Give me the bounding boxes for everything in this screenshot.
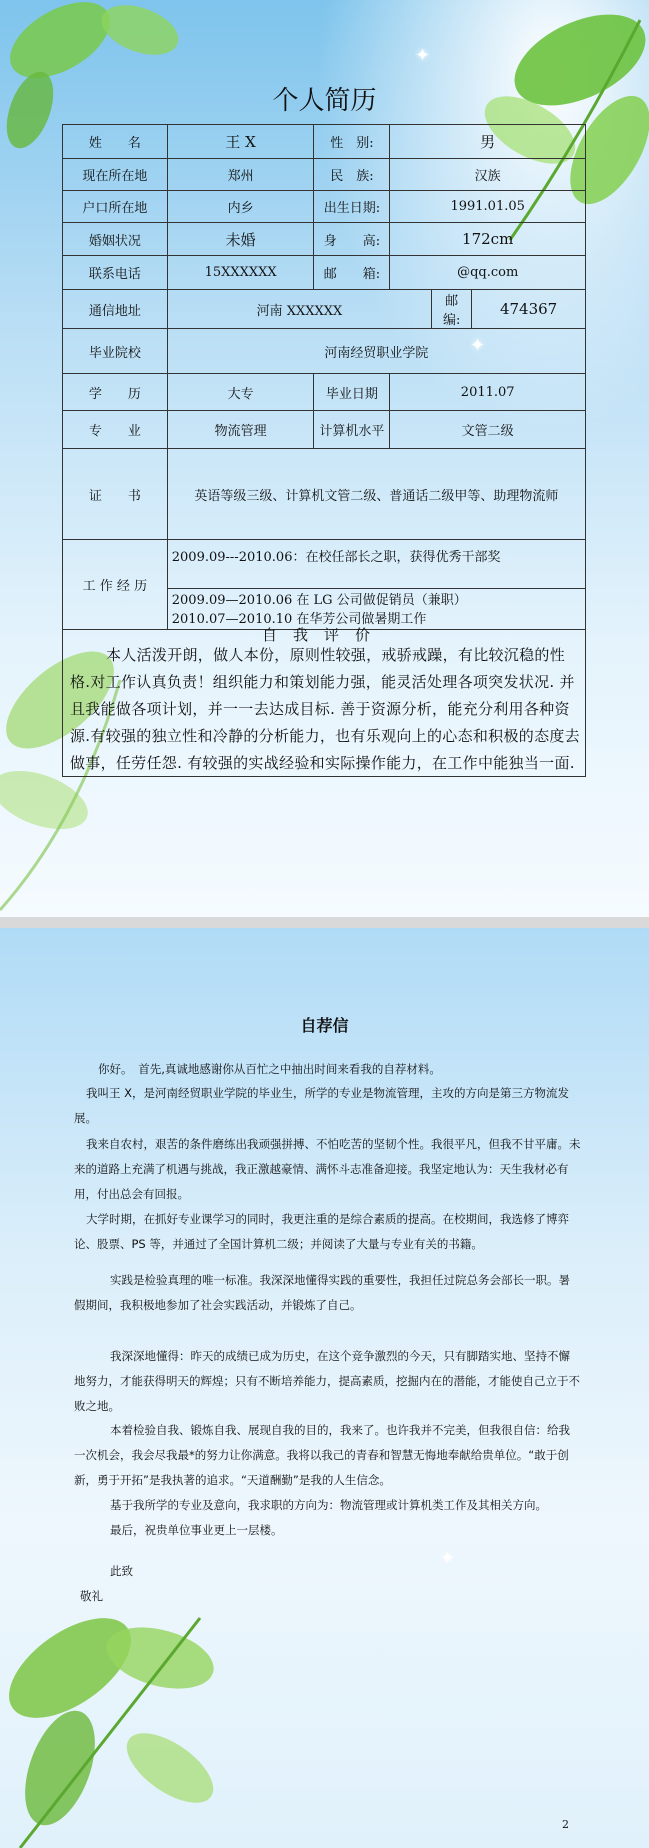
major-value: 物流管理 — [167, 411, 314, 449]
letter-closing: 敬礼 — [80, 1589, 103, 1603]
birth-label: 出生日期: — [314, 191, 390, 223]
gender-value: 男 — [390, 125, 586, 159]
height-label: 身 高: — [314, 223, 390, 256]
page-number: 2 — [562, 1818, 569, 1831]
work-entry-line: 2010.07—2010.10 在华芳公司做暑期工作 — [171, 612, 427, 627]
name-label: 姓 名 — [63, 125, 168, 159]
education-label: 学 历 — [63, 374, 168, 411]
school-label: 毕业院校 — [63, 329, 168, 374]
hukou-value: 内乡 — [167, 191, 314, 223]
resume-table — [62, 124, 586, 630]
phone-label: 联系电话 — [63, 256, 168, 290]
letter-paragraph: 我来自农村，艰苦的条件磨练出我顽强拼搏、不怕吃苦的坚韧个性。我很平凡，但我不甘平庸。未来的道路上充满了机遇与挑战，我正激越豪情、满怀斗志准备迎接。我坚定地认为：天生我材必有用，付出总会有回报。 — [74, 1137, 581, 1201]
hukou-label: 户口所在地 — [63, 191, 168, 223]
letter-paragraph: 基于我所学的专业及意向，我求职的方向为：物流管理或计算机类工作及其相关方向。 — [110, 1498, 547, 1512]
address-label: 通信地址 — [63, 290, 168, 329]
ethnicity-value: 汉族 — [390, 159, 586, 191]
major-label: 专 业 — [63, 411, 168, 449]
height-value: 172cm — [390, 223, 586, 256]
postcode-value: 474367 — [472, 290, 586, 329]
ethnicity-label: 民 族: — [314, 159, 390, 191]
phone-value: 15XXXXXX — [167, 256, 314, 290]
education-value: 大专 — [167, 374, 314, 411]
grad-date-label: 毕业日期 — [314, 374, 390, 411]
letter-title: 自荐信 — [300, 1016, 349, 1035]
email-value: @qq.com — [390, 256, 586, 290]
email-label: 邮 箱: — [314, 256, 390, 290]
school-value: 河南经贸职业学院 — [167, 329, 585, 374]
current-location-value: 郑州 — [167, 159, 314, 191]
gender-label: 性 别: — [314, 125, 390, 159]
marital-label: 婚姻状况 — [63, 223, 168, 256]
self-evaluation-text: 本人活泼开朗，做人本份，原则性较强，戒骄戒躁，有比较沉稳的性格.对工作认真负责！组织能力和策划能力强，能灵活处理各项突发状况. 并且我能做各项计划，并一一去达成目标. 善于资源分析，能充分利用各种资源.有较强的独立性和冷静的分析能力，也有乐观向上的心态和积极的态度去做事，任劳任怨. 有较强的实战经验和实际操作能力，在工作中能独当一面. — [70, 646, 580, 772]
computer-label: 计算机水平 — [314, 411, 390, 449]
resume-page — [0, 0, 649, 917]
computer-value: 文管二级 — [390, 411, 586, 449]
grad-date-value: 2011.07 — [390, 374, 586, 411]
sparkle-icon: ✦ — [440, 1548, 456, 1569]
postcode-label: 邮 编: — [432, 290, 472, 329]
work-entry: 2009.09---2010.06：在校任部长之职，获得优秀干部奖 — [167, 540, 585, 589]
marital-value: 未婚 — [167, 223, 314, 256]
name-value: 王 X — [167, 125, 314, 159]
letter-paragraph: 本着检验自我、锻炼自我、展现自我的目的，我来了。也许我并不完美，但我很自信：给我一次机会，我会尽我最*的努力让你满意。我将以我己的青春和智慧无悔地奉献给贵单位。“敢于创新，勇于开拓”是我执著的追求。“天道酬勤”是我的人生信念。 — [74, 1423, 570, 1487]
sparkle-icon: ✦ — [470, 335, 486, 356]
cert-value: 英语等级三级、计算机文管二级、普通话二级甲等、助理物流师 — [167, 449, 585, 540]
letter-paragraph: 实践是检验真理的唯一标准。我深深地懂得实践的重要性，我担任过院总务会部长一职。暑假期间，我积极地参加了社会实践活动，并锻炼了自己。 — [74, 1273, 570, 1312]
letter-paragraph: 最后，祝贵单位事业更上一层楼。 — [110, 1523, 283, 1537]
letter-paragraph: 你好。 首先,真诚地感谢你从百忙之中抽出时间来看我的自荐材料。 — [98, 1062, 441, 1076]
letter-closing: 此致 — [110, 1564, 133, 1578]
cert-label: 证 书 — [63, 449, 168, 540]
letter-paragraph: 我深深地懂得：昨天的成绩已成为历史，在这个竞争激烈的今天，只有脚踏实地、坚持不懈地努力，才能获得明天的辉煌；只有不断培养能力，提高素质，挖掘内在的潜能，才能使自己立于不败之地。 — [74, 1349, 580, 1413]
self-evaluation-title: 自我评价 — [261, 626, 386, 644]
sparkle-icon: ✦ — [415, 45, 431, 66]
current-location-label: 现在所在地 — [63, 159, 168, 191]
address-value: 河南 XXXXXX — [167, 290, 431, 329]
birth-value: 1991.01.05 — [390, 191, 586, 223]
work-label: 工 作 经 历 — [63, 540, 168, 630]
resume-title: 个人简历 — [272, 86, 377, 116]
work-entry-line: 2009.09—2010.06 在 LG 公司做促销员（兼职） — [171, 593, 467, 608]
letter-paragraph: 我叫王 X，是河南经贸职业学院的毕业生，所学的专业是物流管理，主攻的方向是第三方物流发展。 — [74, 1086, 570, 1125]
leaf-decoration-bottom-left — [0, 1588, 260, 1848]
letter-paragraph: 大学时期，在抓好专业课学习的同时，我更注重的是综合素质的提高。在校期间，我选修了博弈论、股票、PS 等，并通过了全国计算机二级；并阅读了大量与专业有关的书籍。 — [74, 1212, 569, 1251]
